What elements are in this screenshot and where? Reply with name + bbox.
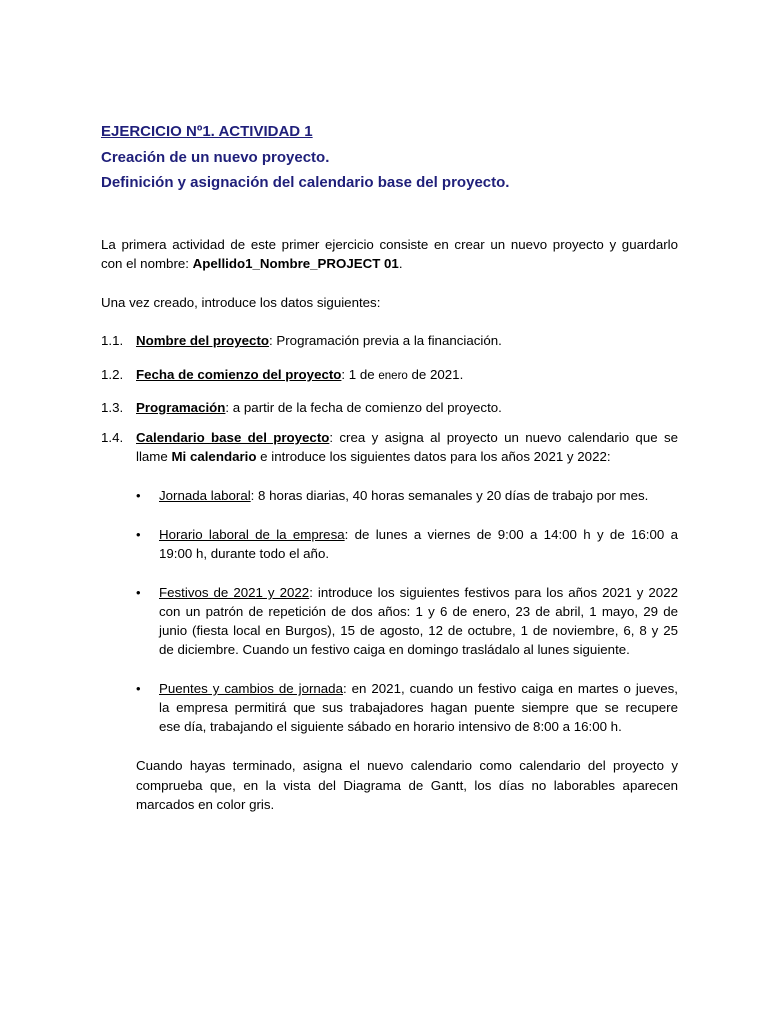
intro-paragraph bbox=[101, 235, 678, 273]
bullet-label: Jornada laboral bbox=[159, 488, 251, 503]
item-number: 1.4. bbox=[101, 430, 124, 445]
closing-line: marcados en color gris. bbox=[136, 797, 275, 812]
item-text-suffix: e introduce los siguientes datos para los años 2021 y 2022: bbox=[256, 449, 611, 464]
item-body bbox=[136, 398, 678, 417]
bullet-line-text: : en 2021, cuando un festivo caiga en martes o jueves, bbox=[342, 681, 678, 696]
item-label: Programación bbox=[136, 400, 226, 415]
bullet-text bbox=[159, 486, 678, 505]
item-number: 1.3. bbox=[101, 400, 124, 415]
item-text-prefix: llame bbox=[136, 449, 172, 464]
bullet-text bbox=[159, 525, 678, 563]
item-text: : a partir de la fecha de comienzo del proyecto. bbox=[225, 400, 502, 415]
intro-line-1: La primera actividad de este primer ejercicio consiste en crear un nuevo proyecto y guardarlo bbox=[101, 237, 678, 252]
bullet-label: Puentes y cambios de jornada bbox=[159, 681, 343, 696]
bullet-line-text: : introduce los siguientes festivos para los años 2021 y 2022 bbox=[309, 585, 678, 600]
bullet-line: ese día, trabajando el siguiente sábado en horario intensivo de 8:00 a 16:00 h. bbox=[159, 719, 622, 734]
item-text: : 1 de bbox=[341, 367, 379, 382]
bullet-dot-icon: • bbox=[136, 527, 141, 542]
bullet-line bbox=[159, 679, 678, 698]
instruction-paragraph: Una vez creado, introduce los datos siguientes: bbox=[101, 295, 381, 310]
item-body bbox=[136, 428, 678, 466]
calendar-name: Mi calendario bbox=[171, 449, 257, 464]
item-number: 1.1. bbox=[101, 333, 124, 348]
item-line-1 bbox=[136, 428, 678, 447]
bullet-dot-icon: • bbox=[136, 585, 141, 600]
bullet-line: con un patrón de repetición de dos años: 1 y 6 de enero, 23 de abril, 1 mayo, 29 de bbox=[159, 604, 678, 619]
intro-line-2 bbox=[101, 254, 678, 273]
bullet-line: de diciembre. Cuando un festivo caiga en domingo trasládalo al lunes siguiente. bbox=[159, 642, 630, 657]
bullet-text bbox=[159, 679, 678, 736]
bullet-line: la empresa permitirá que sus trabajadores hagan puente siempre que se recupere bbox=[159, 700, 678, 715]
item-label: Nombre del proyecto bbox=[136, 333, 269, 348]
subtitle-calendar: Definición y asignación del calendario base del proyecto. bbox=[101, 174, 510, 191]
closing-line: comprueba que, en la vista del Diagrama de Gantt, los días no laborables aparecen bbox=[136, 777, 678, 793]
bullet-label: Horario laboral de la empresa bbox=[159, 527, 345, 542]
closing-line: Cuando hayas terminado, asigna el nuevo calendario como calendario del proyecto y bbox=[136, 758, 678, 773]
bullet-line-text: : 8 horas diarias, 40 horas semanales y 20 días de trabajo por mes. bbox=[250, 488, 649, 503]
bullet-text bbox=[159, 583, 678, 659]
bullet-label: Festivos de 2021 y 2022 bbox=[159, 585, 310, 600]
closing-paragraph bbox=[136, 756, 678, 815]
bullet-line bbox=[159, 525, 678, 544]
bullet-line-text: : de lunes a viernes de 9:00 a 14:00 h y de 16:00 a bbox=[344, 527, 678, 542]
item-label: Calendario base del proyecto bbox=[136, 430, 330, 445]
item-number: 1.2. bbox=[101, 367, 124, 382]
bullet-dot-icon: • bbox=[136, 488, 141, 503]
item-label: Fecha de comienzo del proyecto bbox=[136, 367, 342, 382]
bullet-line: junio (fiesta local en Burgos), 15 de agosto, 12 de octubre, 1 de noviembre, 6, 8 y 25 bbox=[159, 623, 678, 638]
bullet-line bbox=[159, 583, 678, 602]
exercise-title: EJERCICIO Nº1. ACTIVIDAD 1 bbox=[101, 123, 313, 140]
intro-line-2-prefix: con el nombre: bbox=[101, 256, 193, 271]
item-text: : Programación previa a la financiación. bbox=[269, 333, 502, 348]
item-body bbox=[136, 331, 678, 350]
bullet-line: 19:00 h, durante todo el año. bbox=[159, 546, 330, 561]
item-text: : crea y asigna al proyecto un nuevo calendario que se bbox=[329, 430, 678, 445]
bullet-dot-icon: • bbox=[136, 681, 141, 696]
item-text-year: de 2021. bbox=[407, 367, 464, 382]
item-body bbox=[136, 365, 678, 386]
bullet-line bbox=[159, 486, 678, 505]
subtitle-new-project: Creación de un nuevo proyecto. bbox=[101, 149, 330, 166]
item-text-month: enero bbox=[378, 370, 408, 382]
intro-line-2-suffix: . bbox=[398, 256, 403, 271]
project-filename: Apellido1_Nombre_PROJECT 01 bbox=[192, 256, 399, 271]
item-line-2 bbox=[136, 447, 678, 466]
